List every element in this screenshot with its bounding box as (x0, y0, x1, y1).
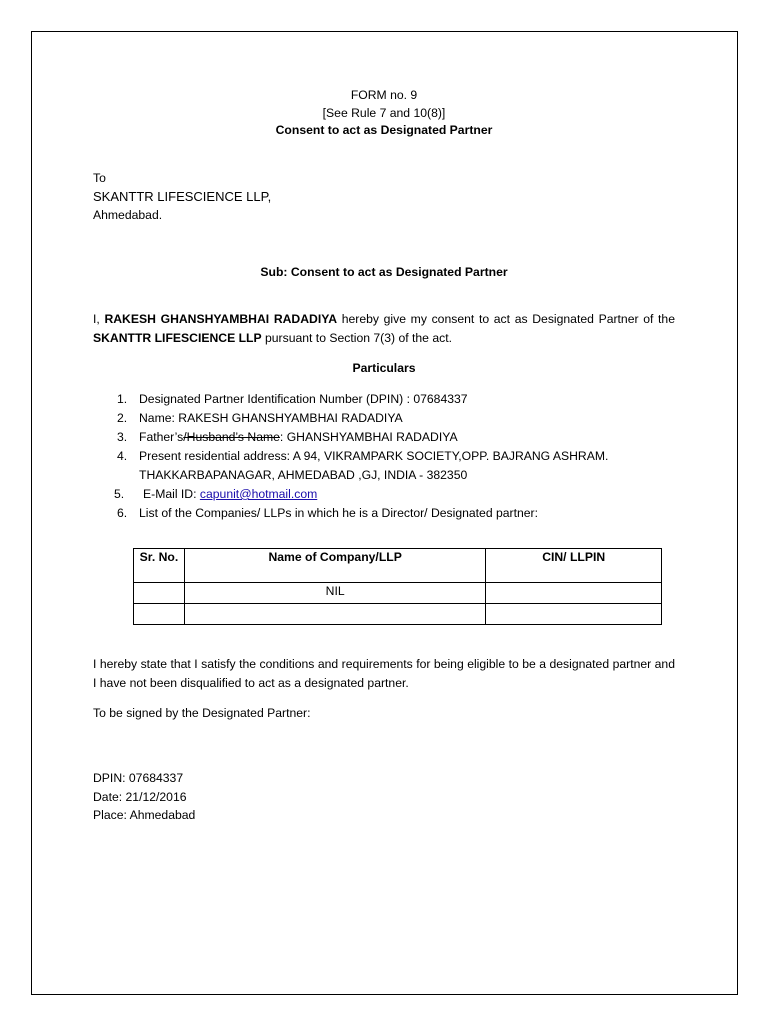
declaration-paragraph: I hereby state that I satisfy the conditions and requirements for being eligible to be a designated partner and I have not been disqualified to act as a designated partner. (93, 657, 675, 690)
form-number: FORM no. 9 (350, 88, 418, 102)
cell-sr (134, 583, 185, 604)
particular-item-dpin (93, 390, 675, 409)
item-number: 6. (117, 506, 128, 520)
item-number: 4. (117, 449, 128, 463)
table-header-row (134, 549, 662, 583)
sign-instruction: To be signed by the Designated Partner: (93, 706, 311, 720)
rule-reference: [See Rule 7 and 10(8)] (322, 106, 446, 120)
footer-date: Date: 21/12/2016 (93, 790, 187, 804)
item-text: Designated Partner Identification Number (DPIN) : 07684337 (139, 392, 468, 406)
consent-paragraph (93, 310, 675, 348)
item-number: 2. (117, 411, 128, 425)
item-text: Name: RAKESH GHANSHYAMBHAI RADADIYA (139, 411, 403, 425)
particular-item-companies (93, 504, 675, 523)
addressee-to: To (93, 171, 106, 185)
form-title: Consent to act as Designated Partner (275, 123, 493, 137)
cell-company-name: NIL (184, 583, 485, 604)
addressee-name: SKANTTR LIFESCIENCE LLP, (93, 189, 272, 204)
particulars-heading: Particulars (352, 361, 416, 375)
addressee-city: Ahmedabad. (93, 208, 163, 222)
consent-suffix: pursuant to Section 7(3) of the act. (261, 331, 452, 345)
particular-item-email (93, 485, 675, 504)
header-company-name: Name of Company/LLP (184, 549, 485, 583)
item-label: Father’s (139, 430, 184, 444)
address-line-1: Present residential address: A 94, VIKRAMPARK SOCIETY,OPP. BAJRANG ASHRAM. (139, 449, 609, 463)
item-text: List of the Companies/ LLPs in which he is a Director/ Designated partner: (139, 506, 539, 520)
cell-company-name (184, 604, 485, 625)
email-link[interactable]: capunit@hotmail.com (199, 487, 318, 501)
header-cin-llpin: CIN/ LLPIN (486, 549, 662, 583)
item-label-struck: /Husband’s Name (183, 430, 280, 444)
footer-place: Place: Ahmedabad (93, 808, 196, 822)
particulars-list (93, 390, 675, 523)
table-row (134, 604, 662, 625)
item-label: E-Mail ID: (143, 487, 200, 501)
particular-item-address (93, 447, 675, 485)
consent-llp-name: SKANTTR LIFESCIENCE LLP (93, 331, 262, 345)
consent-prefix: I, (93, 312, 105, 326)
header-sr-no: Sr. No. (134, 549, 185, 583)
cell-cin (486, 604, 662, 625)
subject-line: Sub: Consent to act as Designated Partner (260, 265, 508, 279)
cell-cin (486, 583, 662, 604)
footer-dpin: DPIN: 07684337 (93, 771, 184, 785)
table-row (134, 583, 662, 604)
address-line-2: THAKKARBAPANAGAR, AHMEDABAD ,GJ, INDIA - 382350 (139, 468, 468, 482)
item-number: 1. (117, 392, 128, 406)
particular-item-father-name (93, 428, 675, 447)
item-number: 3. (117, 430, 128, 444)
consent-person-name: RAKESH GHANSHYAMBHAI RADADIYA (104, 312, 338, 326)
consent-middle: hereby give my consent to act as Designated Partner of the (337, 312, 675, 326)
companies-table (133, 548, 662, 625)
particular-item-name (93, 409, 675, 428)
item-number: 5. (114, 487, 125, 501)
cell-sr (134, 604, 185, 625)
item-value: : GHANSHYAMBHAI RADADIYA (279, 430, 458, 444)
